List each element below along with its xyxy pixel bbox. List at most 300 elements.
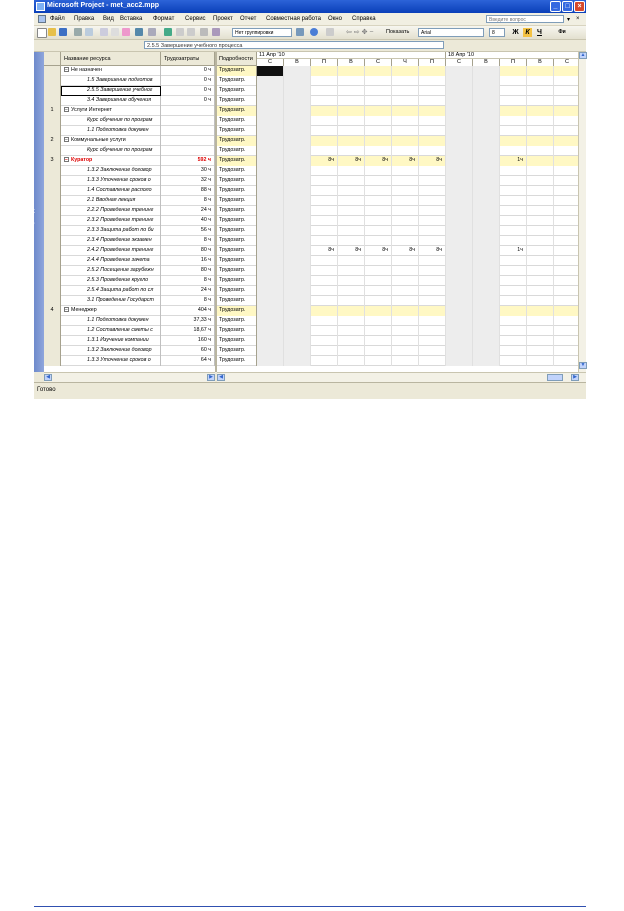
left-hscrollbar[interactable] — [44, 372, 215, 382]
work-day-cell[interactable] — [527, 316, 554, 326]
resource-name-cell[interactable] — [61, 156, 161, 166]
work-cell[interactable]: 18,67 ч — [161, 326, 215, 336]
work-day-cell[interactable] — [446, 156, 473, 166]
row-id[interactable] — [44, 326, 61, 336]
work-day-cell[interactable] — [338, 136, 365, 146]
work-day-cell[interactable] — [311, 146, 338, 156]
work-cell[interactable]: 24 ч — [161, 286, 215, 296]
work-day-cell[interactable] — [500, 96, 527, 106]
work-day-cell[interactable] — [554, 76, 581, 86]
right-hscrollbar[interactable] — [217, 372, 586, 382]
work-day-cell[interactable] — [284, 266, 311, 276]
resource-name-cell[interactable] — [61, 126, 161, 136]
row-id[interactable] — [44, 346, 61, 356]
assignment-row[interactable] — [44, 266, 215, 276]
details-cell[interactable]: Трудозатр. — [217, 266, 257, 276]
row-id[interactable] — [44, 236, 61, 246]
hyperlink-icon[interactable] — [164, 28, 172, 36]
row-id[interactable] — [44, 76, 61, 86]
menu-format[interactable]: Формат — [153, 16, 175, 22]
work-day-cell[interactable] — [527, 336, 554, 346]
resource-name-cell[interactable] — [61, 316, 161, 326]
work-day-cell[interactable] — [419, 336, 446, 346]
bold-button[interactable]: Ж — [512, 29, 519, 36]
work-day-cell[interactable] — [554, 226, 581, 236]
work-day-cell[interactable] — [392, 106, 419, 116]
work-day-cell[interactable] — [311, 106, 338, 116]
work-day-cell[interactable] — [500, 336, 527, 346]
row-id[interactable] — [44, 256, 61, 266]
work-day-cell[interactable] — [365, 186, 392, 196]
work-day-cell[interactable]: 8ч — [392, 246, 419, 256]
cut-icon[interactable] — [100, 28, 108, 36]
work-cell[interactable]: 404 ч — [161, 306, 215, 316]
work-day-cell[interactable] — [284, 346, 311, 356]
work-cell[interactable] — [161, 106, 215, 116]
work-day-cell[interactable] — [473, 166, 500, 176]
work-day-cell[interactable] — [311, 326, 338, 336]
work-day-cell[interactable] — [527, 216, 554, 226]
scroll-up-icon[interactable]: ▲ — [580, 52, 586, 58]
assignment-row[interactable] — [44, 176, 215, 186]
work-day-cell[interactable]: 8ч — [365, 156, 392, 166]
assignment-row[interactable] — [44, 96, 215, 106]
details-cell[interactable]: Трудозатр. — [217, 106, 257, 116]
print-icon[interactable] — [74, 28, 82, 36]
work-cell[interactable] — [161, 136, 215, 146]
work-day-cell[interactable] — [473, 156, 500, 166]
resource-name-cell[interactable] — [61, 176, 161, 186]
vertical-scrollbar[interactable] — [578, 52, 586, 372]
work-day-cell[interactable] — [365, 316, 392, 326]
work-day-cell[interactable] — [419, 176, 446, 186]
details-cell[interactable]: Трудозатр. — [217, 356, 257, 366]
work-day-cell[interactable] — [284, 256, 311, 266]
menu-tools[interactable]: Сервис — [185, 16, 206, 22]
work-day-cell[interactable] — [392, 296, 419, 306]
work-day-cell[interactable] — [473, 226, 500, 236]
work-day-cell[interactable] — [311, 276, 338, 286]
scroll-to-task-icon[interactable] — [326, 28, 334, 36]
details-cell[interactable]: Трудозатр. — [217, 66, 257, 76]
work-day-cell[interactable]: 1ч — [500, 156, 527, 166]
details-cell[interactable]: Трудозатр. — [217, 276, 257, 286]
details-column-header[interactable]: Подробности — [217, 52, 257, 66]
work-day-cell[interactable] — [365, 216, 392, 226]
work-day-cell[interactable] — [311, 96, 338, 106]
work-day-cell[interactable] — [257, 226, 284, 236]
work-day-cell[interactable] — [257, 136, 284, 146]
work-day-cell[interactable] — [392, 356, 419, 366]
work-day-cell[interactable] — [284, 186, 311, 196]
work-cell[interactable]: 56 ч — [161, 226, 215, 236]
work-day-cell[interactable] — [392, 286, 419, 296]
resource-row[interactable] — [44, 66, 215, 76]
italic-button[interactable]: К — [523, 28, 532, 37]
work-day-cell[interactable] — [392, 206, 419, 216]
work-day-cell[interactable] — [446, 186, 473, 196]
resource-name-cell[interactable] — [61, 256, 161, 266]
work-day-cell[interactable] — [365, 166, 392, 176]
question-input[interactable]: Введите вопрос — [486, 15, 564, 23]
work-day-cell[interactable] — [338, 106, 365, 116]
work-cell[interactable]: 592 ч — [161, 156, 215, 166]
view-bar[interactable] — [28, 52, 44, 372]
work-day-cell[interactable] — [500, 106, 527, 116]
work-day-cell[interactable] — [392, 176, 419, 186]
details-cell[interactable]: Трудозатр. — [217, 206, 257, 216]
work-day-cell[interactable] — [338, 236, 365, 246]
work-day-cell[interactable] — [365, 86, 392, 96]
work-day-cell[interactable] — [365, 226, 392, 236]
work-day-cell[interactable] — [419, 126, 446, 136]
assignment-row[interactable] — [44, 326, 215, 336]
work-day-cell[interactable] — [419, 236, 446, 246]
work-cell[interactable]: 60 ч — [161, 346, 215, 356]
work-day-cell[interactable] — [500, 346, 527, 356]
work-day-cell[interactable] — [392, 256, 419, 266]
work-day-cell[interactable] — [257, 326, 284, 336]
collapse-icon[interactable]: − — [65, 307, 68, 314]
work-day-cell[interactable] — [392, 216, 419, 226]
work-day-cell[interactable] — [365, 106, 392, 116]
work-day-cell[interactable] — [473, 216, 500, 226]
row-id[interactable] — [44, 246, 61, 256]
work-day-cell[interactable] — [257, 186, 284, 196]
work-day-cell[interactable] — [446, 106, 473, 116]
work-day-cell[interactable] — [527, 326, 554, 336]
work-cell[interactable]: 88 ч — [161, 186, 215, 196]
assignment-row[interactable] — [44, 286, 215, 296]
row-id[interactable]: 2 — [44, 136, 61, 146]
work-day-cell[interactable] — [473, 206, 500, 216]
work-day-cell[interactable] — [284, 196, 311, 206]
work-day-cell[interactable]: 8ч — [419, 246, 446, 256]
work-day-cell[interactable] — [419, 76, 446, 86]
work-day-cell[interactable] — [419, 226, 446, 236]
work-day-cell[interactable] — [473, 146, 500, 156]
work-day-cell[interactable] — [500, 196, 527, 206]
work-day-cell[interactable] — [473, 286, 500, 296]
work-day-cell[interactable] — [284, 176, 311, 186]
work-day-cell[interactable] — [365, 276, 392, 286]
work-day-cell[interactable] — [446, 76, 473, 86]
work-day-cell[interactable] — [257, 86, 284, 96]
work-day-cell[interactable] — [338, 196, 365, 206]
resource-name-cell[interactable] — [61, 296, 161, 306]
work-day-cell[interactable] — [365, 206, 392, 216]
row-id[interactable] — [44, 316, 61, 326]
details-cell[interactable]: Трудозатр. — [217, 336, 257, 346]
work-day-cell[interactable] — [311, 266, 338, 276]
work-day-cell[interactable] — [392, 66, 419, 76]
work-day-cell[interactable] — [257, 266, 284, 276]
work-cell[interactable] — [161, 126, 215, 136]
resource-name-cell[interactable] — [61, 236, 161, 246]
details-cell[interactable]: Трудозатр. — [217, 116, 257, 126]
resource-row[interactable] — [44, 156, 215, 166]
work-day-cell[interactable] — [338, 276, 365, 286]
work-day-cell[interactable] — [338, 96, 365, 106]
work-day-cell[interactable] — [311, 116, 338, 126]
details-cell[interactable]: Трудозатр. — [217, 156, 257, 166]
row-id[interactable] — [44, 206, 61, 216]
work-day-cell[interactable] — [500, 226, 527, 236]
resource-name-cell[interactable] — [61, 246, 161, 256]
redo-icon[interactable] — [148, 28, 156, 36]
work-day-cell[interactable] — [500, 66, 527, 76]
work-day-cell[interactable] — [527, 206, 554, 216]
work-day-cell[interactable] — [257, 296, 284, 306]
minimize-button[interactable]: _ — [550, 1, 561, 12]
work-day-cell[interactable] — [365, 306, 392, 316]
work-day-cell[interactable] — [554, 96, 581, 106]
work-day-cell[interactable] — [473, 96, 500, 106]
work-day-cell[interactable] — [365, 176, 392, 186]
work-day-cell[interactable] — [338, 76, 365, 86]
details-cell[interactable]: Трудозатр. — [217, 86, 257, 96]
assignment-row[interactable] — [44, 276, 215, 286]
resource-row[interactable] — [44, 136, 215, 146]
work-day-cell[interactable] — [446, 326, 473, 336]
work-day-cell[interactable] — [311, 296, 338, 306]
assignment-row[interactable] — [44, 126, 215, 136]
work-day-cell[interactable] — [419, 306, 446, 316]
work-day-cell[interactable] — [338, 206, 365, 216]
work-day-cell[interactable] — [365, 346, 392, 356]
work-day-cell[interactable] — [284, 66, 311, 76]
details-cell[interactable]: Трудозатр. — [217, 236, 257, 246]
collapse-icon[interactable]: − — [65, 107, 68, 114]
assignment-row[interactable] — [44, 166, 215, 176]
work-day-cell[interactable]: 8ч — [392, 156, 419, 166]
entry-field[interactable]: 2.5.5 Завершение учебного процесса — [144, 41, 444, 49]
work-day-cell[interactable] — [257, 336, 284, 346]
work-day-cell[interactable]: 8ч — [419, 156, 446, 166]
work-day-cell[interactable] — [527, 196, 554, 206]
work-day-cell[interactable] — [284, 136, 311, 146]
scroll-thumb[interactable] — [547, 374, 563, 381]
work-day-cell[interactable] — [311, 286, 338, 296]
work-day-cell[interactable] — [311, 166, 338, 176]
row-id[interactable] — [44, 356, 61, 366]
work-day-cell[interactable] — [419, 216, 446, 226]
work-day-cell[interactable] — [365, 256, 392, 266]
work-day-cell[interactable] — [257, 66, 284, 76]
work-day-cell[interactable] — [257, 126, 284, 136]
work-day-cell[interactable] — [311, 236, 338, 246]
work-day-cell[interactable] — [446, 256, 473, 266]
assignment-row[interactable] — [44, 256, 215, 266]
work-day-cell[interactable] — [554, 286, 581, 296]
work-day-cell[interactable]: 1ч — [500, 246, 527, 256]
work-day-cell[interactable] — [446, 276, 473, 286]
font-select[interactable]: Arial — [418, 28, 484, 37]
resource-name-cell[interactable] — [61, 146, 161, 156]
work-day-cell[interactable] — [257, 216, 284, 226]
work-day-cell[interactable] — [392, 196, 419, 206]
close-doc-icon[interactable]: × — [576, 16, 580, 22]
assignment-row[interactable] — [44, 206, 215, 216]
work-day-cell[interactable] — [392, 266, 419, 276]
details-cell[interactable]: Трудозатр. — [217, 286, 257, 296]
work-day-cell[interactable] — [554, 196, 581, 206]
work-day-cell[interactable] — [419, 286, 446, 296]
work-day-cell[interactable] — [527, 76, 554, 86]
work-day-cell[interactable] — [446, 346, 473, 356]
work-day-cell[interactable] — [284, 116, 311, 126]
resource-name-cell[interactable] — [61, 186, 161, 196]
work-day-cell[interactable] — [338, 336, 365, 346]
work-day-cell[interactable] — [365, 96, 392, 106]
work-day-cell[interactable] — [527, 116, 554, 126]
work-day-cell[interactable] — [500, 126, 527, 136]
work-day-cell[interactable] — [473, 136, 500, 146]
work-day-cell[interactable] — [257, 76, 284, 86]
work-day-cell[interactable] — [527, 246, 554, 256]
work-day-cell[interactable] — [419, 166, 446, 176]
work-column-header[interactable]: Трудозатраты — [161, 52, 215, 66]
work-day-cell[interactable] — [311, 176, 338, 186]
work-day-cell[interactable] — [500, 356, 527, 366]
work-day-cell[interactable] — [527, 86, 554, 96]
work-day-cell[interactable] — [473, 176, 500, 186]
collapse-icon[interactable]: − — [65, 137, 68, 144]
work-day-cell[interactable] — [284, 126, 311, 136]
resource-name-cell[interactable] — [61, 116, 161, 126]
work-day-cell[interactable]: 8ч — [311, 246, 338, 256]
work-day-cell[interactable] — [338, 256, 365, 266]
menu-file[interactable]: Файл — [50, 16, 65, 22]
work-day-cell[interactable] — [311, 216, 338, 226]
assignment-row[interactable] — [44, 86, 215, 96]
work-day-cell[interactable] — [392, 116, 419, 126]
work-day-cell[interactable] — [284, 86, 311, 96]
scroll-left-icon[interactable]: ◀ — [217, 374, 225, 381]
work-cell[interactable]: 0 ч — [161, 66, 215, 76]
details-cell[interactable]: Трудозатр. — [217, 176, 257, 186]
work-day-cell[interactable] — [338, 346, 365, 356]
work-day-cell[interactable] — [446, 206, 473, 216]
work-day-cell[interactable] — [446, 136, 473, 146]
work-day-cell[interactable]: 8ч — [365, 246, 392, 256]
assignment-row[interactable] — [44, 356, 215, 366]
work-day-cell[interactable] — [446, 176, 473, 186]
split-task-icon[interactable] — [200, 28, 208, 36]
work-day-cell[interactable] — [527, 176, 554, 186]
work-day-cell[interactable] — [419, 116, 446, 126]
work-day-cell[interactable] — [338, 86, 365, 96]
work-day-cell[interactable] — [392, 226, 419, 236]
row-id[interactable]: 3 — [44, 156, 61, 166]
work-day-cell[interactable] — [446, 96, 473, 106]
work-day-cell[interactable] — [338, 296, 365, 306]
work-day-cell[interactable] — [365, 146, 392, 156]
resource-name-cell[interactable] — [61, 286, 161, 296]
work-day-cell[interactable] — [554, 316, 581, 326]
work-day-cell[interactable] — [554, 116, 581, 126]
work-day-cell[interactable] — [500, 236, 527, 246]
work-day-cell[interactable] — [500, 86, 527, 96]
work-day-cell[interactable] — [554, 146, 581, 156]
details-cell[interactable]: Трудозатр. — [217, 96, 257, 106]
work-day-cell[interactable] — [257, 306, 284, 316]
work-day-cell[interactable] — [446, 126, 473, 136]
filter-button[interactable]: Фи — [558, 29, 566, 35]
work-day-cell[interactable] — [257, 196, 284, 206]
work-day-cell[interactable] — [554, 216, 581, 226]
work-day-cell[interactable] — [392, 126, 419, 136]
work-day-cell[interactable] — [446, 66, 473, 76]
row-id[interactable] — [44, 286, 61, 296]
work-day-cell[interactable] — [446, 356, 473, 366]
work-day-cell[interactable] — [527, 226, 554, 236]
work-day-cell[interactable] — [419, 266, 446, 276]
row-id[interactable] — [44, 126, 61, 136]
work-day-cell[interactable] — [446, 316, 473, 326]
work-day-cell[interactable] — [419, 326, 446, 336]
work-cell[interactable] — [161, 116, 215, 126]
work-day-cell[interactable] — [311, 306, 338, 316]
work-day-cell[interactable] — [473, 236, 500, 246]
work-day-cell[interactable] — [284, 236, 311, 246]
work-day-cell[interactable] — [419, 276, 446, 286]
work-day-cell[interactable] — [257, 106, 284, 116]
work-day-cell[interactable] — [446, 246, 473, 256]
work-day-cell[interactable] — [500, 306, 527, 316]
work-day-cell[interactable] — [284, 326, 311, 336]
work-day-cell[interactable] — [284, 296, 311, 306]
work-day-cell[interactable] — [527, 306, 554, 316]
work-day-cell[interactable] — [500, 276, 527, 286]
work-day-cell[interactable] — [365, 136, 392, 146]
work-day-cell[interactable] — [527, 276, 554, 286]
work-day-cell[interactable] — [392, 316, 419, 326]
work-day-cell[interactable] — [473, 356, 500, 366]
work-day-cell[interactable] — [527, 256, 554, 266]
work-day-cell[interactable] — [500, 286, 527, 296]
work-day-cell[interactable] — [338, 286, 365, 296]
row-id[interactable] — [44, 166, 61, 176]
work-day-cell[interactable] — [527, 66, 554, 76]
work-day-cell[interactable] — [311, 76, 338, 86]
chevron-down-icon[interactable]: ▾ — [567, 17, 571, 23]
resource-name-cell[interactable] — [61, 196, 161, 206]
work-day-cell[interactable] — [554, 126, 581, 136]
work-day-cell[interactable] — [311, 206, 338, 216]
work-day-cell[interactable] — [284, 246, 311, 256]
work-day-cell[interactable] — [527, 126, 554, 136]
work-day-cell[interactable] — [473, 316, 500, 326]
work-day-cell[interactable] — [365, 116, 392, 126]
work-day-cell[interactable] — [446, 166, 473, 176]
assignment-row[interactable] — [44, 226, 215, 236]
resource-name-cell[interactable] — [61, 86, 161, 96]
scroll-left-icon[interactable]: ◀ — [44, 374, 52, 381]
work-day-cell[interactable] — [392, 96, 419, 106]
work-cell[interactable]: 32 ч — [161, 176, 215, 186]
assignment-row[interactable] — [44, 316, 215, 326]
work-cell[interactable]: 37,33 ч — [161, 316, 215, 326]
details-cell[interactable]: Трудозатр. — [217, 146, 257, 156]
resource-name-cell[interactable] — [61, 356, 161, 366]
assignment-row[interactable] — [44, 216, 215, 226]
work-day-cell[interactable] — [473, 106, 500, 116]
work-day-cell[interactable] — [419, 106, 446, 116]
menu-window[interactable]: Окно — [328, 16, 342, 22]
work-cell[interactable]: 160 ч — [161, 336, 215, 346]
resource-name-cell[interactable] — [61, 66, 161, 76]
